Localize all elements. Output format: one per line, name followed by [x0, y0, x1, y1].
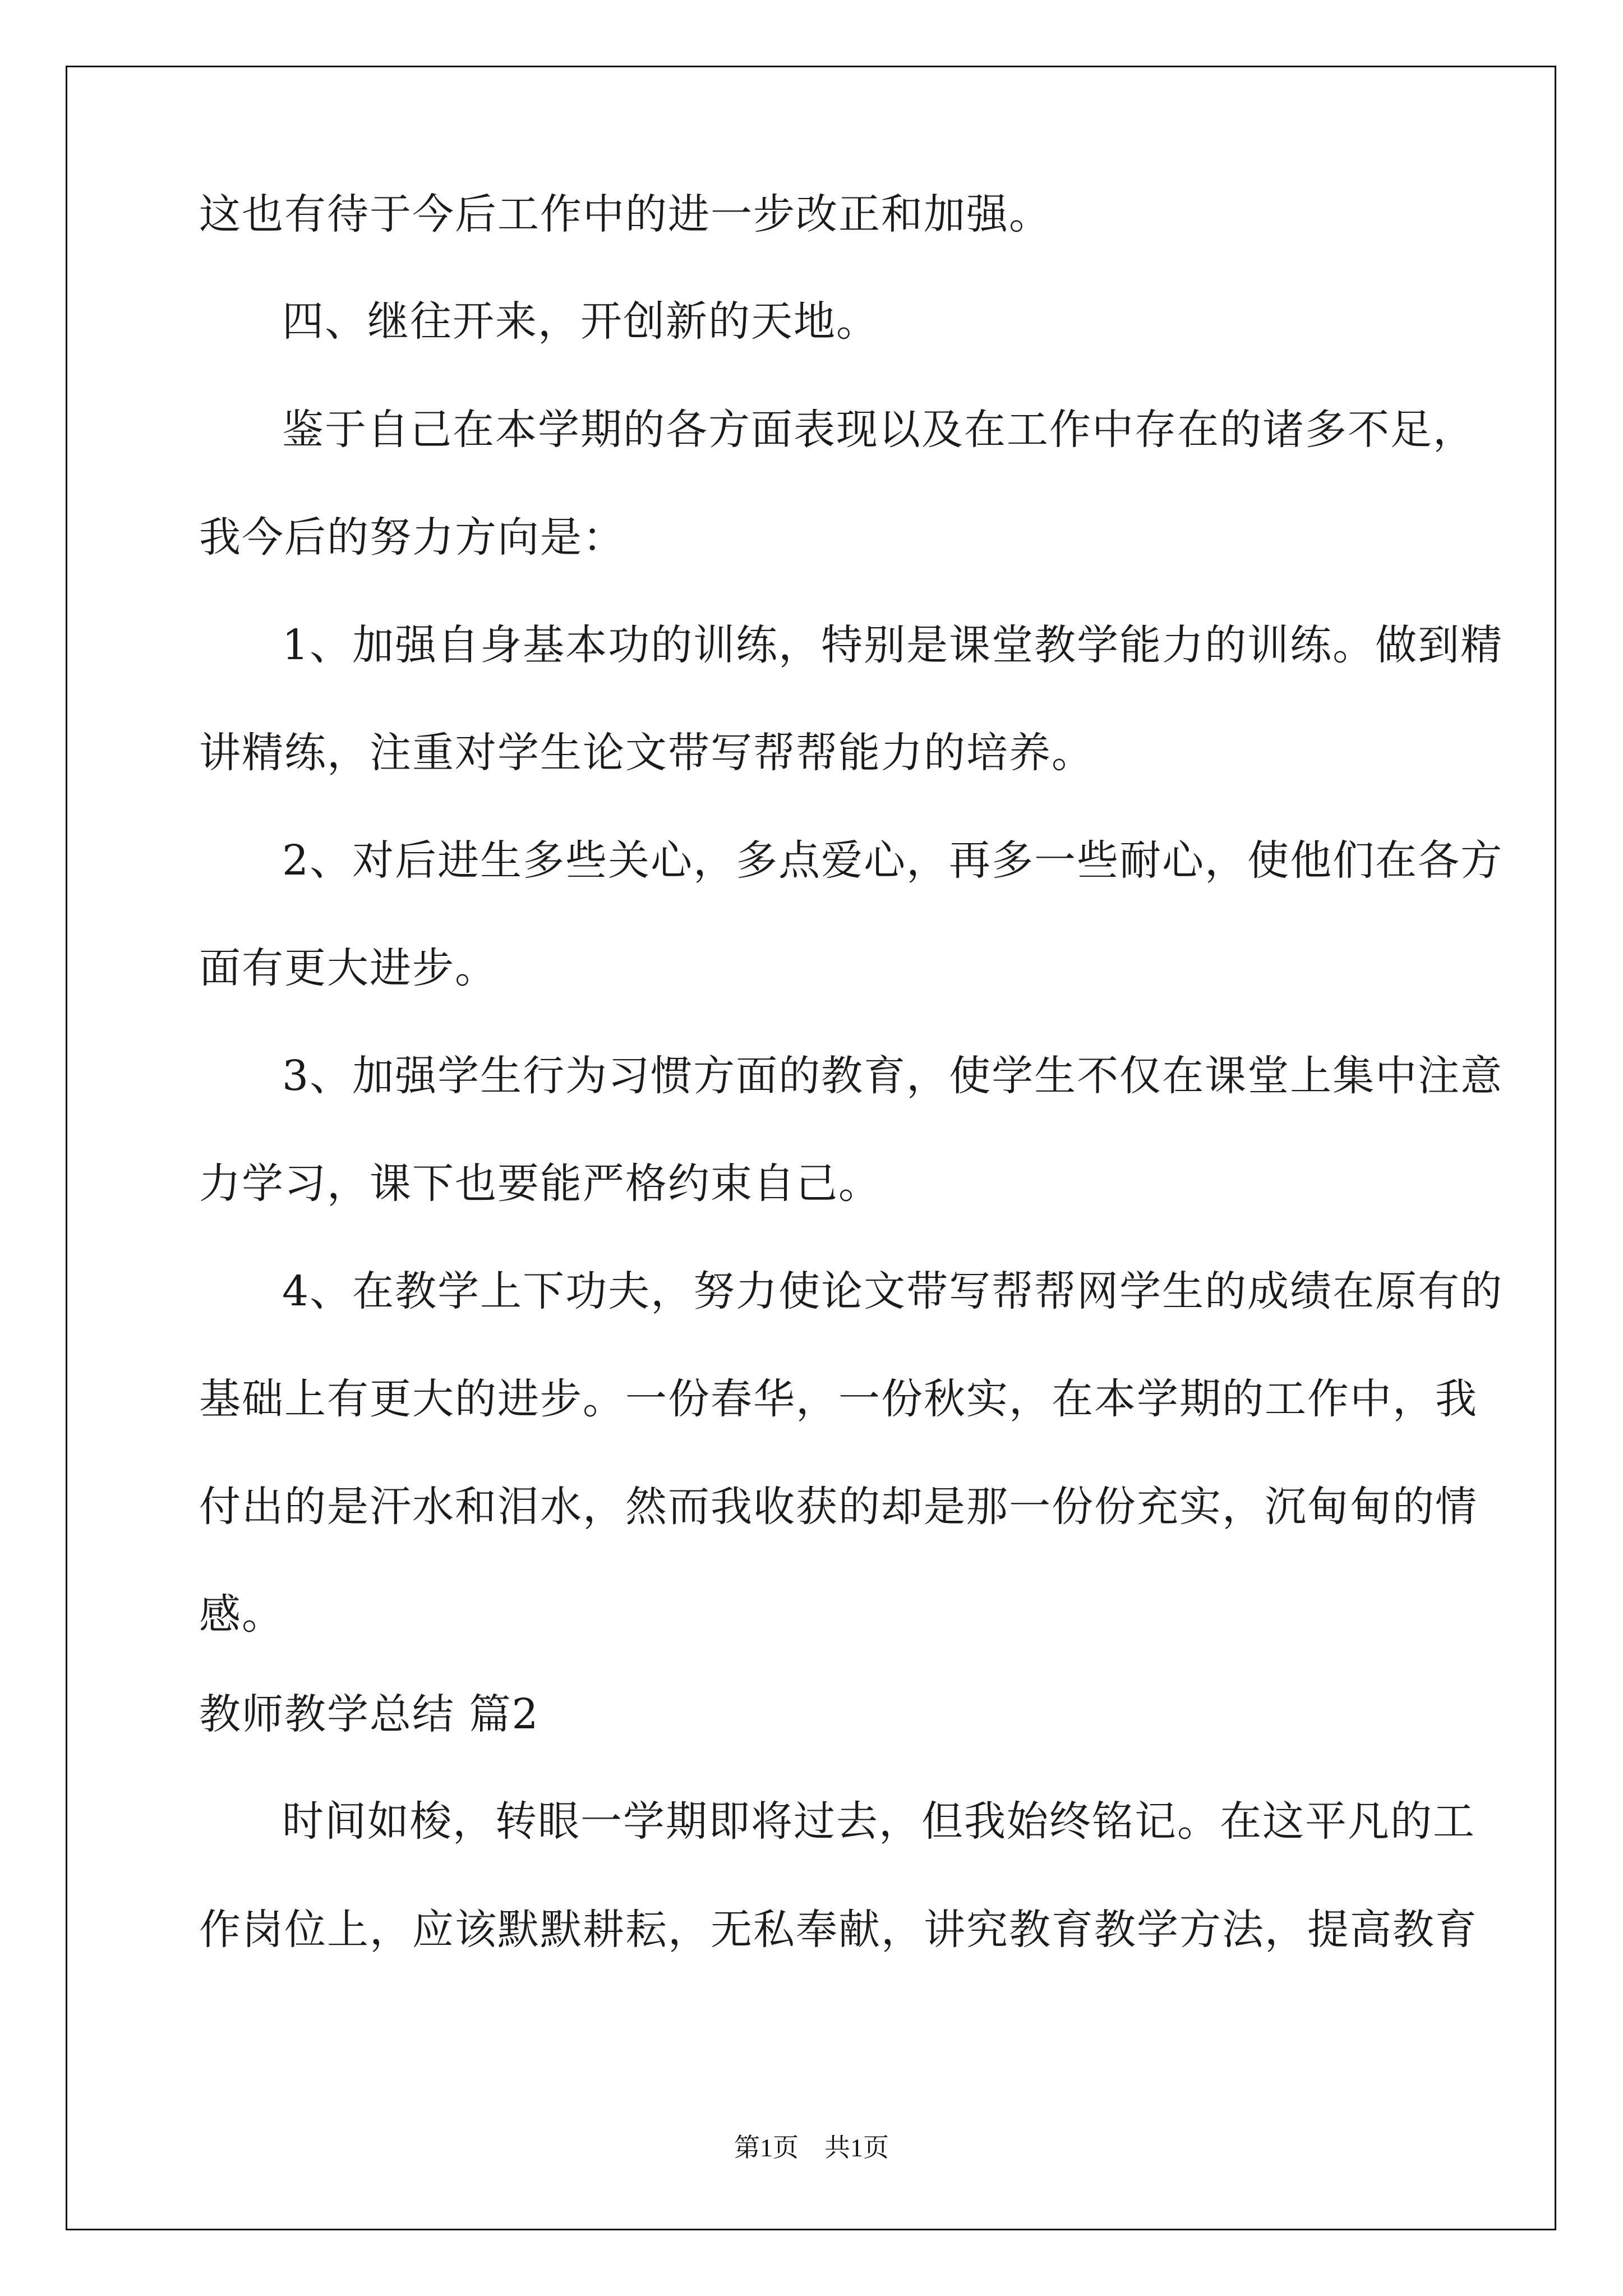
- text-line-17: 作岗位上，应该默默耕耘，无私奉献，讲究教育教学方法，提高教育: [199, 1906, 1478, 1954]
- text-line-14: 感。: [199, 1590, 284, 1639]
- text-line-12: 基础上有更大的进步。一份春华，一份秋实，在本学期的工作中，我: [199, 1375, 1478, 1423]
- text-line-6: 讲精练，注重对学生论文带写帮帮能力的培养。: [199, 729, 1094, 777]
- text-line-5: 1、加强自身基本功的训练，特别是课堂教学能力的训练。做到精: [282, 621, 1504, 669]
- text-line-10: 力学习，课下也要能严格约束自己。: [199, 1159, 881, 1208]
- text-line-11: 4、在教学上下功夫，努力使论文带写帮帮网学生的成绩在原有的: [282, 1267, 1504, 1315]
- text-line-7: 2、对后进生多些关心，多点爱心，再多一些耐心，使他们在各方: [282, 836, 1504, 885]
- text-line-8: 面有更大进步。: [199, 944, 497, 992]
- text-line-1: 这也有待于今后工作中的进一步改正和加强。: [199, 190, 1052, 238]
- page-number-footer: 第1页 共1页: [734, 2133, 889, 2162]
- text-line-9: 3、加强学生行为习惯方面的教育，使学生不仅在课堂上集中注意: [282, 1052, 1504, 1100]
- section-heading: 教师教学总结 篇2: [199, 1690, 540, 1738]
- text-line-16: 时间如梭，转眼一学期即将过去，但我始终铭记。在这平凡的工: [282, 1797, 1476, 1846]
- text-line-3: 鉴于自己在本学期的各方面表现以及在工作中存在的诸多不足，: [282, 406, 1476, 454]
- text-line-4: 我今后的努力方向是：: [199, 513, 625, 562]
- text-line-13: 付出的是汗水和泪水，然而我收获的却是那一份份充实，沉甸甸的情: [199, 1483, 1478, 1531]
- text-line-2: 四、继往开来，开创新的天地。: [282, 297, 879, 346]
